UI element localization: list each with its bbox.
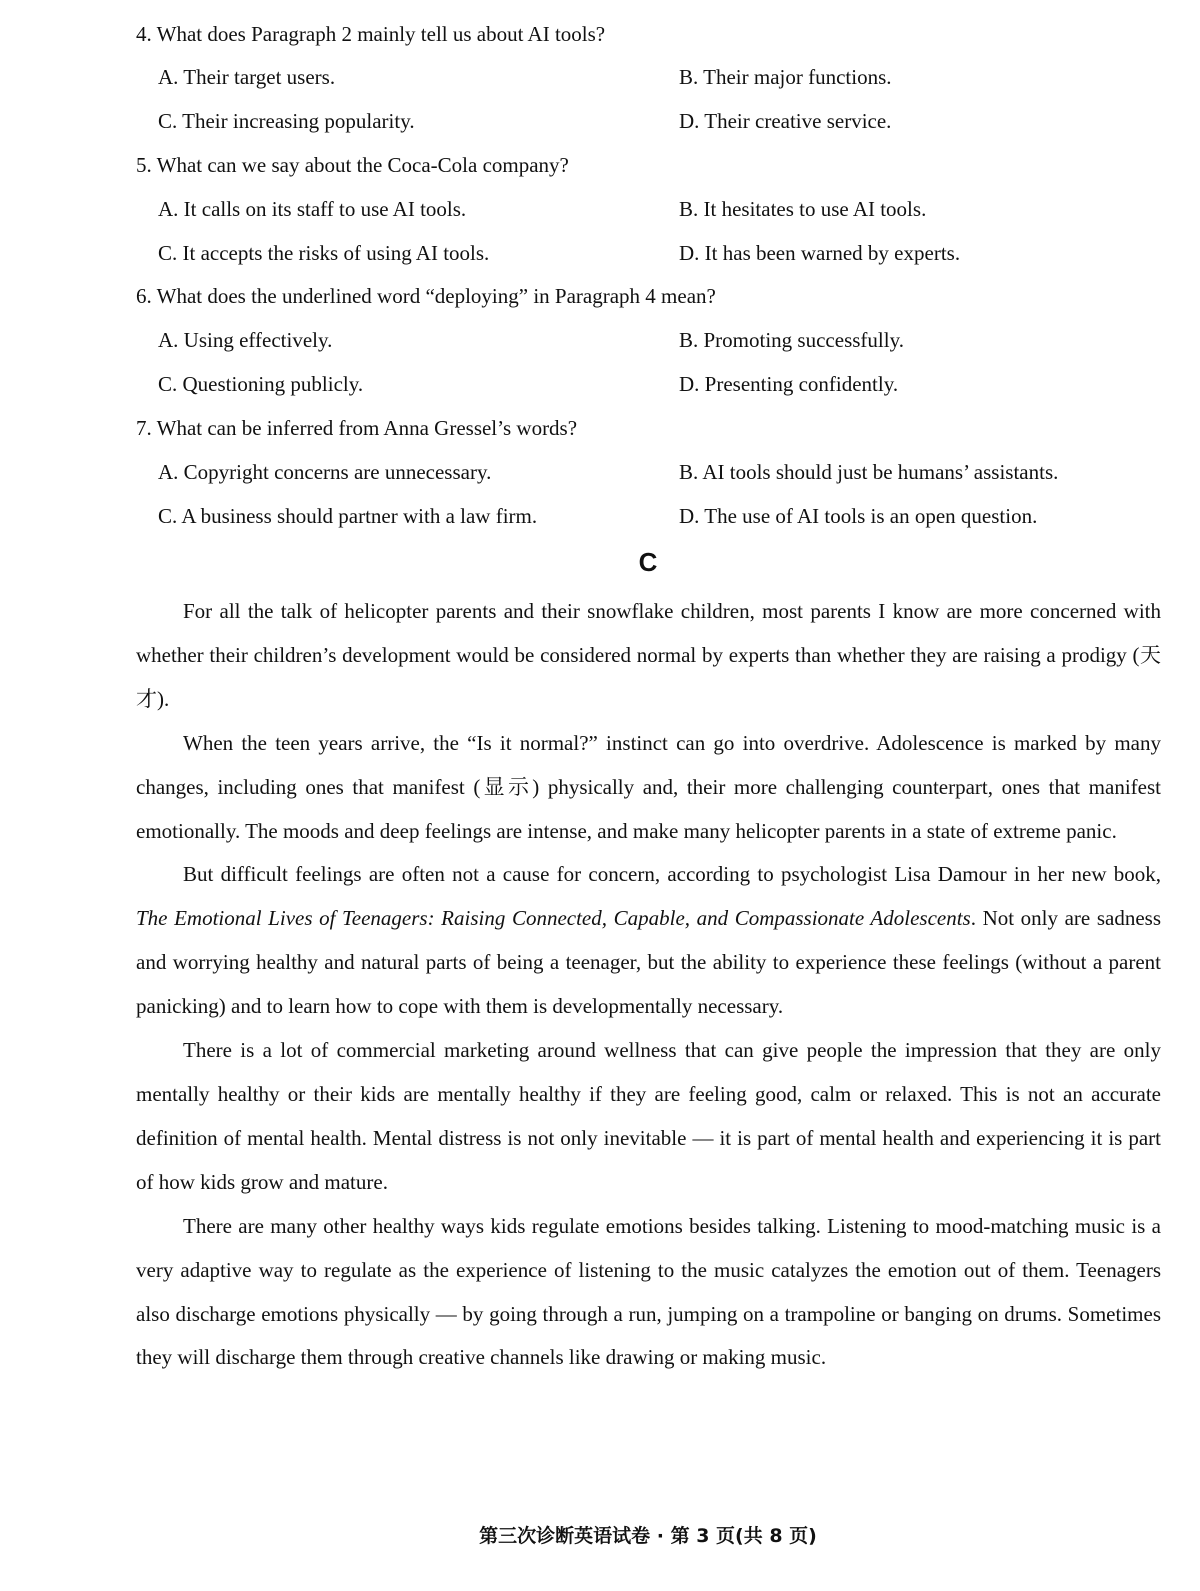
question-5-option-c: C. It accepts the risks of using AI tools. xyxy=(158,241,490,265)
passage-paragraph-2: When the teen years arrive, the “Is it normal?” instinct can go into overdrive. Adolescence is marked by many changes, including ones that manifest (显示) physically and, their more challenging counterpart, ones that manifest emotionally. The moods and deep feelings are intense, and make many helicopter parents in a state of extreme panic. xyxy=(136,730,1161,843)
question-6-stem: 6. What does the underlined word “deploying” in Paragraph 4 mean? xyxy=(136,284,716,308)
paragraph-3-text-end: . Not only are sadness and worrying healthy and natural parts of being a teenager, but the ability to experience these feelings (without a parent panicking) and to learn how to cope with them is developmentally necessary. xyxy=(136,906,1161,1019)
book-title: The Emotional Lives of Teenagers: Raising Connected, Capable, and Compassionate Adolescents xyxy=(136,906,971,931)
question-6-option-c: C. Questioning publicly. xyxy=(158,372,364,396)
question-4-option-c: C. Their increasing popularity. xyxy=(158,109,415,133)
question-7-option-c: C. A business should partner with a law firm. xyxy=(158,504,538,528)
question-6-option-d: D. Presenting confidently. xyxy=(679,372,899,396)
question-6-option-b: B. Promoting successfully. xyxy=(679,328,904,352)
passage-paragraph-1: For all the talk of helicopter parents and their snowflake children, most parents I know are more concerned with whether their children’s development would be considered normal by experts than whether they are raising a prodigy (天才). xyxy=(136,599,1161,711)
question-4-option-b: B. Their major functions. xyxy=(679,65,892,89)
question-7-stem: 7. What can be inferred from Anna Gressel’s words? xyxy=(136,416,578,440)
question-5-option-a: A. It calls on its staff to use AI tools. xyxy=(158,197,467,221)
passage-paragraph-3 xyxy=(136,853,1161,1029)
question-5-stem: 5. What can we say about the Coca-Cola company? xyxy=(136,153,569,177)
question-6-option-a: A. Using effectively. xyxy=(158,328,333,352)
passage-paragraph-5: There are many other healthy ways kids regulate emotions besides talking. Listening to mood-matching music is a very adaptive way to regulate as the experience of listening to the music catalyzes the emotion out of them. Teenagers also discharge emotions physically — by going through a run, jumping on a trampoline or banging on drums. Sometimes they will discharge them through creative channels like drawing or making music. xyxy=(136,1213,1161,1370)
passage-paragraph-4: There is a lot of commercial marketing around wellness that can give people the impression that they are only mentally healthy or their kids are mentally healthy if they are feeling good, calm or relaxed. This is not an accurate definition of mental health. Mental distress is not only inevitable — it is part of mental health and experiencing it is part of how kids grow and mature. xyxy=(136,1038,1161,1194)
page-footer: 第三次诊断英语试卷 · 第 3 页(共 8 页) xyxy=(479,1525,817,1547)
question-7-option-d: D. The use of AI tools is an open question. xyxy=(679,504,1038,528)
question-5-option-d: D. It has been warned by experts. xyxy=(679,241,961,265)
question-4-option-a: A. Their target users. xyxy=(158,65,336,89)
question-7-option-a: A. Copyright concerns are unnecessary. xyxy=(158,460,492,484)
question-4-stem: 4. What does Paragraph 2 mainly tell us about AI tools? xyxy=(136,22,606,46)
section-title: C xyxy=(638,547,658,577)
reading-passage xyxy=(136,590,1161,1380)
paragraph-3-text-start: But difficult feelings are often not a cause for concern, according to psychologist Lisa Damour in her new book, xyxy=(183,862,1161,887)
question-5-option-b: B. It hesitates to use AI tools. xyxy=(679,197,927,221)
question-4-option-d: D. Their creative service. xyxy=(679,109,892,133)
question-7-option-b: B. AI tools should just be humans’ assistants. xyxy=(679,460,1059,484)
